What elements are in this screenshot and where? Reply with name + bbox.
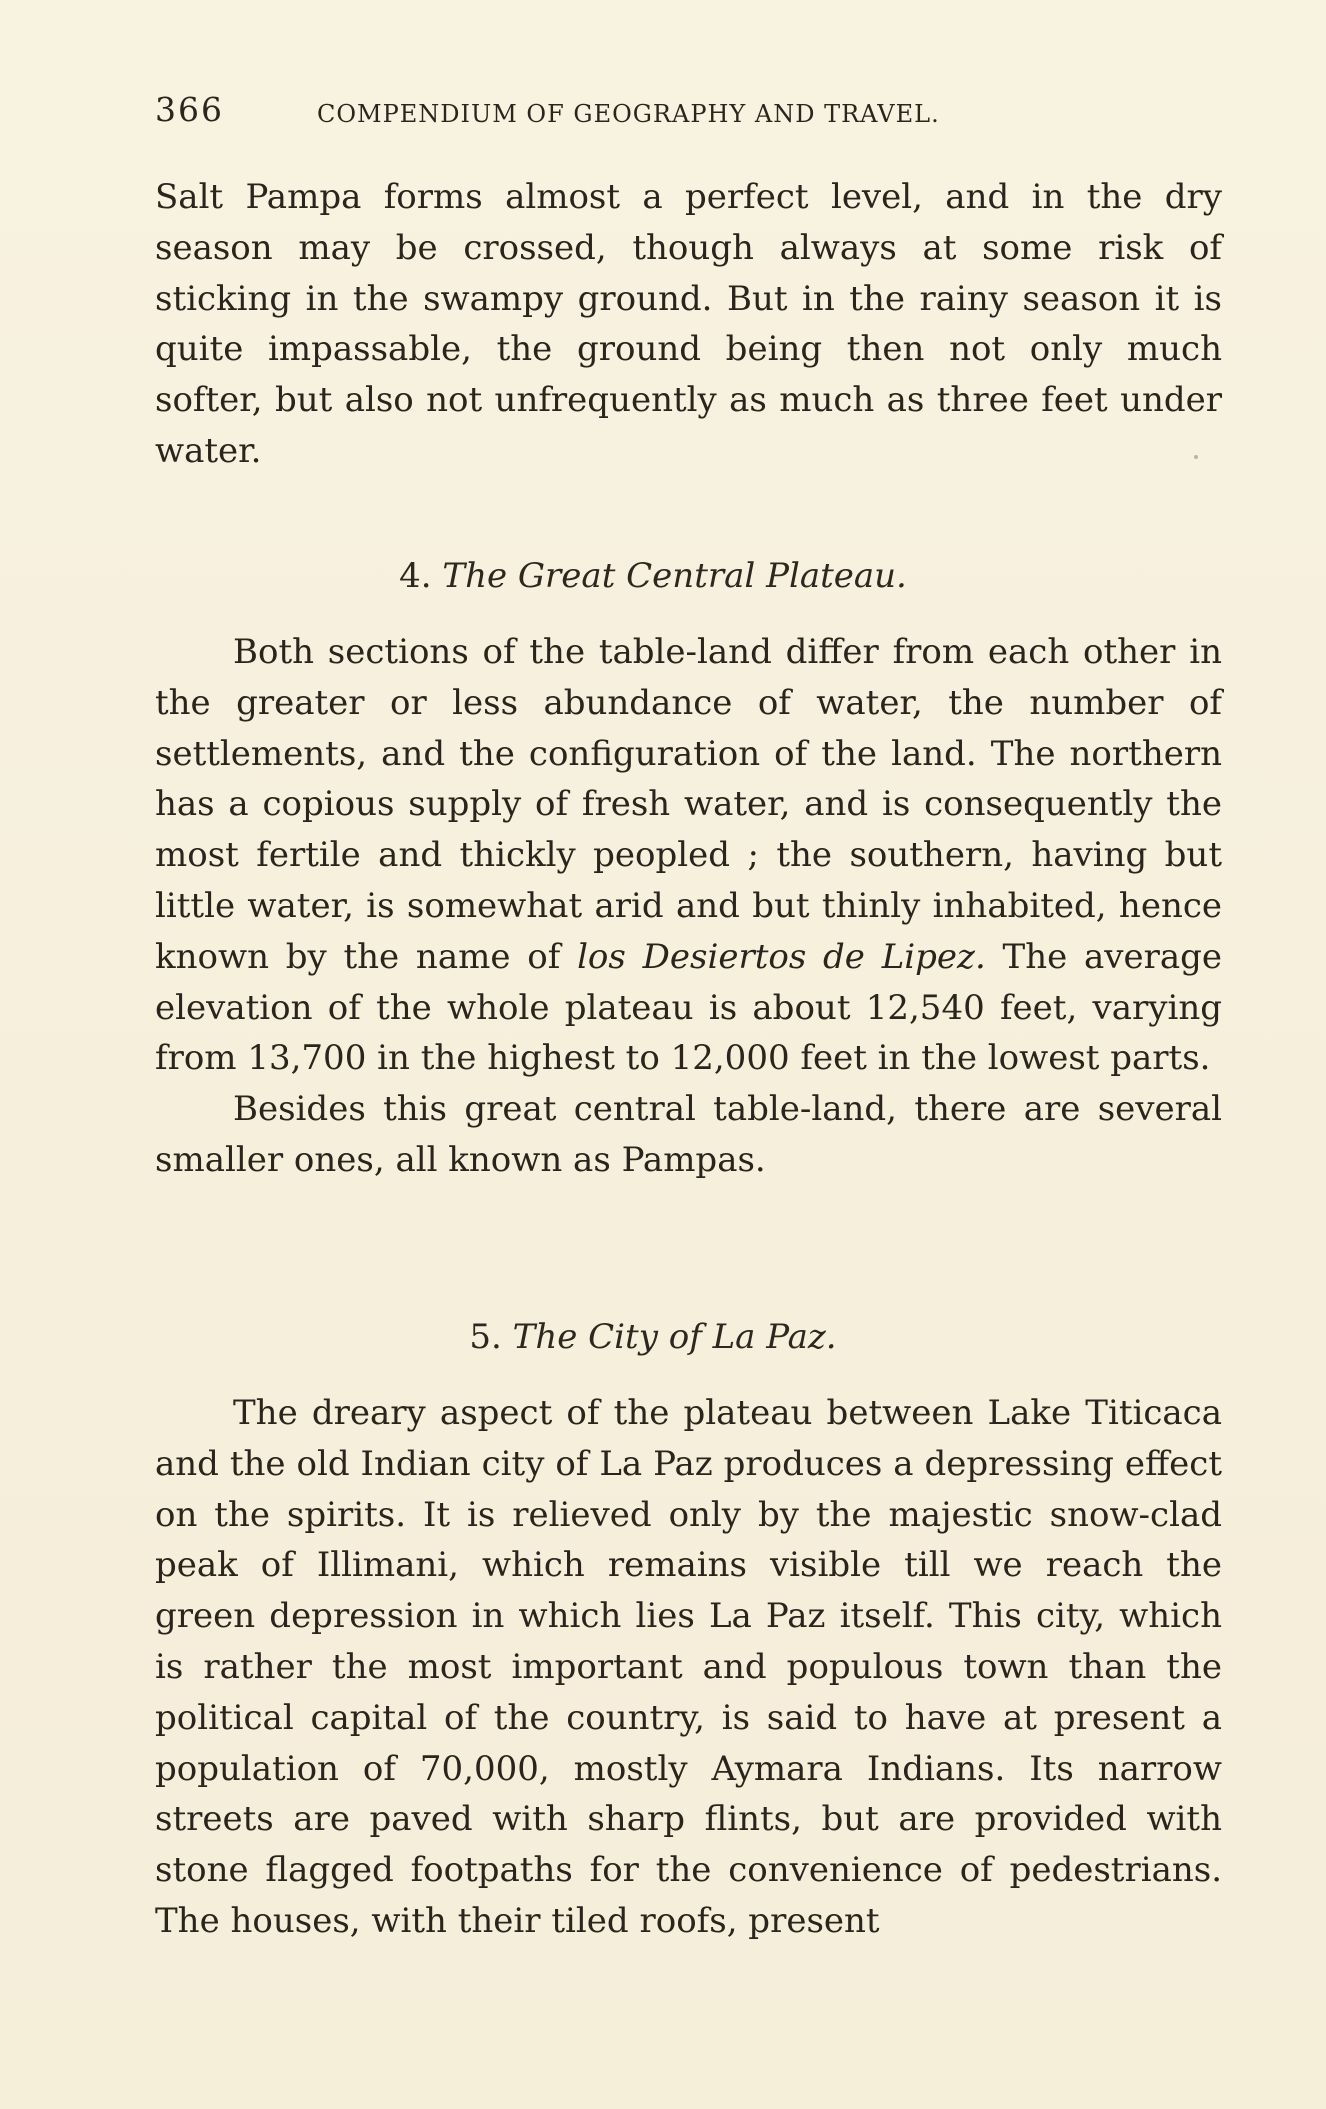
la-paz-section-text bbox=[155, 1388, 1222, 1947]
plateau-section-text bbox=[155, 627, 1222, 1186]
page-header bbox=[155, 90, 1225, 134]
page-number: 366 bbox=[155, 90, 224, 129]
paragraph: Besides this great central table-land, there are several smaller ones, all known as Pampas. bbox=[155, 1089, 1222, 1180]
section-title: The Great Central Plateau. bbox=[442, 556, 907, 596]
section-number: 4. bbox=[399, 556, 432, 596]
paragraph: Salt Pampa forms almost a perfect level, and in the dry season may be crossed, though always at some risk of sticking in the swampy ground. But in the rainy season it is quite impassable, the ground being then not only much softer, but also not unfrequently as much as three feet under water. bbox=[155, 177, 1222, 471]
paragraph: The dreary aspect of the plateau between Lake Titicaca and the old Indian city of La Paz produces a depressing effect on the spirits. It is relieved only by the majestic snow-clad peak of Illimani, which remains visible till we reach the green depression in which lies La Paz itself. This city, which is rather the most important and populous town than the political capital of the country, is said to have at present a population of 70,000, mostly Aymara Indians. Its narrow streets are paved with sharp flints, but are provided with stone flagged footpaths for the convenience of pedestrians. The houses, with their tiled roofs, present bbox=[155, 1393, 1222, 1941]
running-title: COMPENDIUM OF GEOGRAPHY AND TRAVEL. bbox=[317, 100, 940, 128]
print-mark bbox=[1194, 455, 1198, 459]
continued-text-block bbox=[155, 172, 1222, 477]
italic-place-name: los Desiertos de Lipez. bbox=[577, 936, 986, 977]
section-heading-plateau bbox=[0, 551, 1316, 601]
paragraph-text: The average elevation of the whole plateau is about 12,540 feet, varying from 13,700 in the highest to 12,000 feet in the lowest parts. bbox=[155, 936, 1223, 1079]
paragraph bbox=[155, 627, 1222, 1084]
section-number: 5. bbox=[469, 1317, 502, 1357]
section-title: The City of La Paz. bbox=[512, 1317, 837, 1357]
section-heading-la-paz bbox=[0, 1312, 1316, 1362]
paragraph-text: Both sections of the table-land differ from each other in the greater or less abundance of water, the number of settlements, and the configuration of the land. The northern has a copious supply of fresh water, and is consequently the most fertile and thickly peopled ; the southern, having but little water, is somewhat arid and but thinly inhabited, hence known by the name of bbox=[155, 632, 1222, 977]
